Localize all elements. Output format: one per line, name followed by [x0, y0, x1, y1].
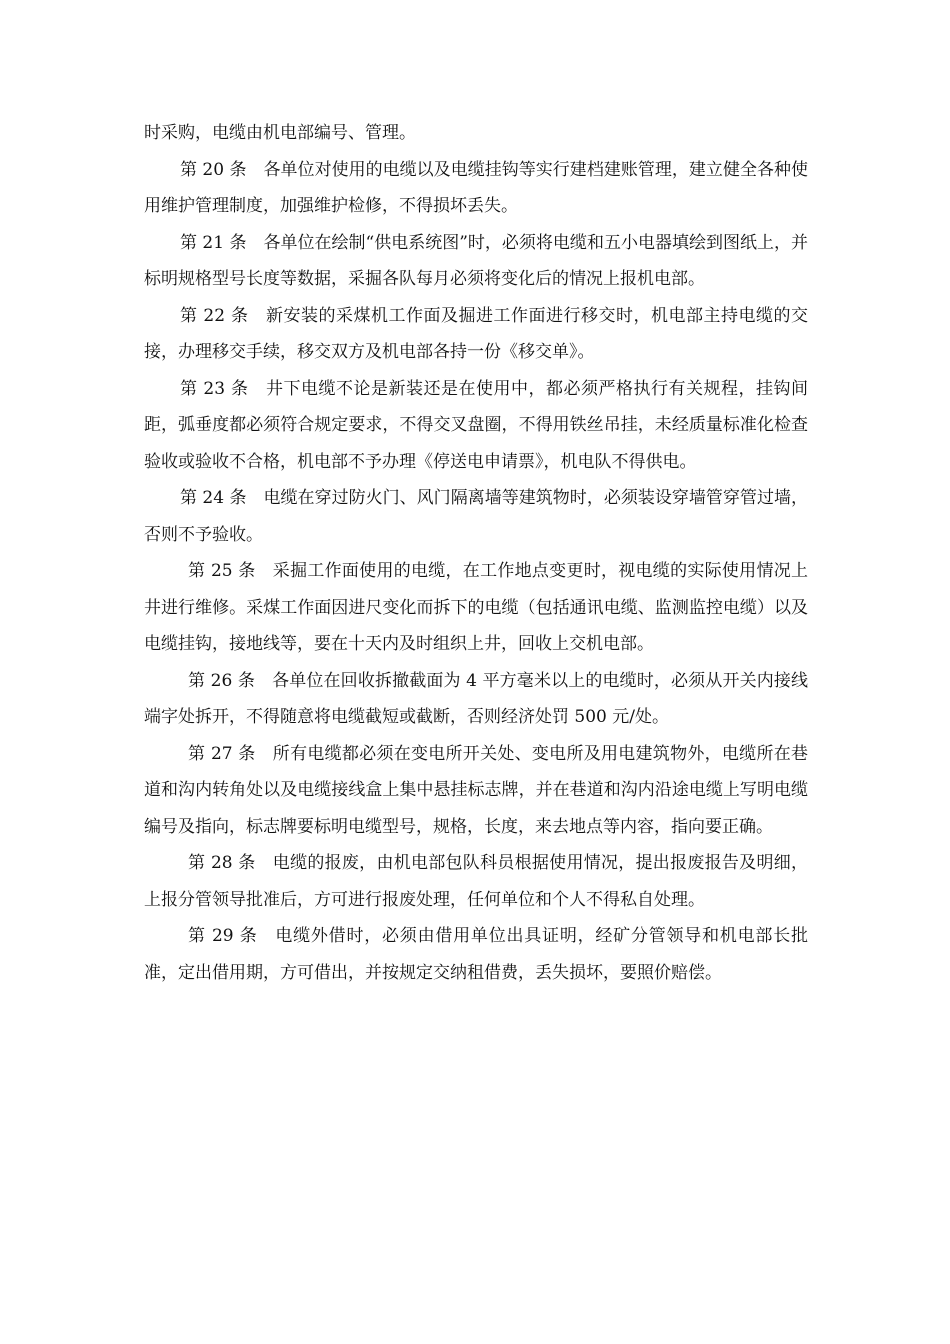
article-heading: 第 26 条: [188, 670, 255, 691]
article-25: [144, 553, 808, 663]
article-text: 各单位在绘制“供电系统图”时，必须将电缆和五小电器填绘到图纸上，并标明规格型号长度等数据，采掘各队每月必须将变化后的情况上报机电部。: [144, 232, 808, 289]
article-28: [144, 845, 808, 918]
article-text: 电缆的报废，由机电部包队科员根据使用情况，提出报废报告及明细，上报分管领导批准后，方可进行报废处理，任何单位和个人不得私自处理。: [144, 853, 808, 910]
article-heading: 第 23 条: [180, 378, 249, 399]
article-text: 各单位对使用的电缆以及电缆挂钩等实行建档建账管理，建立健全各种使用维护管理制度，加强维护检修，不得损坏丢失。: [144, 159, 809, 216]
article-23: [144, 371, 808, 481]
paragraph-continuation: [144, 115, 808, 152]
article-heading: 第 28 条: [188, 853, 256, 873]
article-heading: 第 25 条: [188, 561, 256, 581]
article-heading: 第 27 条: [188, 743, 256, 764]
article-20: [144, 152, 808, 225]
article-heading: 第 20 条: [180, 159, 247, 180]
article-heading: 第 21 条: [180, 232, 247, 253]
article-text: 电缆在穿过防火门、风门隔离墙等建筑物时，必须装设穿墙管穿管过墙，否则不予验收。: [144, 488, 809, 545]
article-text: 井下电缆不论是新装还是在使用中，都必须严格执行有关规程，挂钩间距，弧垂度都必须符合规定要求，不得交叉盘圈，不得用铁丝吊挂，未经质量标准化检查验收或验收不合格，机电部不予办理《停送电申请票》，机电队不得供电。: [144, 378, 808, 472]
article-27: [144, 736, 808, 846]
article-text: 新安装的采煤机工作面及掘进工作面进行移交时，机电部主持电缆的交接，办理移交手续，移交双方及机电部各持一份《移交单》。: [144, 305, 808, 362]
article-29: [144, 918, 808, 991]
article-heading: 第 22 条: [180, 305, 249, 326]
article-text: 各单位在回收拆撤截面为 4 平方毫米以上的电缆时，必须从开关内接线端字处拆开，不得随意将电缆截短或截断，否则经济处罚 500 元/处。: [144, 670, 808, 727]
document-body: [144, 115, 808, 991]
article-text: 所有电缆都必须在变电所开关处、变电所及用电建筑物外，电缆所在巷道和沟内转角处以及电缆接线盒上集中悬挂标志牌，并在巷道和沟内沿途电缆上写明电缆编号及指向，标志牌要标明电缆型号，规格，长度，来去地点等内容，指向要正确。: [144, 743, 808, 837]
article-26: [144, 663, 808, 736]
article-24: [144, 480, 808, 553]
paragraph-text: 时采购，电缆由机电部编号、管理。: [144, 123, 416, 143]
article-heading: 第 29 条: [188, 926, 258, 946]
article-22: [144, 298, 808, 371]
article-heading: 第 24 条: [180, 488, 247, 508]
article-text: 电缆外借时，必须由借用单位出具证明，经矿分管领导和机电部长批准，定出借用期，方可借出，并按规定交纳租借费，丢失损坏，要照价赔偿。: [144, 926, 808, 983]
article-text: 采掘工作面使用的电缆，在工作地点变更时，视电缆的实际使用情况上井进行维修。采煤工作面因进尺变化而拆下的电缆（包括通讯电缆、监测监控电缆）以及电缆挂钩，接地线等，要在十天内及时组织上井，回收上交机电部。: [144, 561, 808, 654]
article-21: [144, 225, 808, 298]
